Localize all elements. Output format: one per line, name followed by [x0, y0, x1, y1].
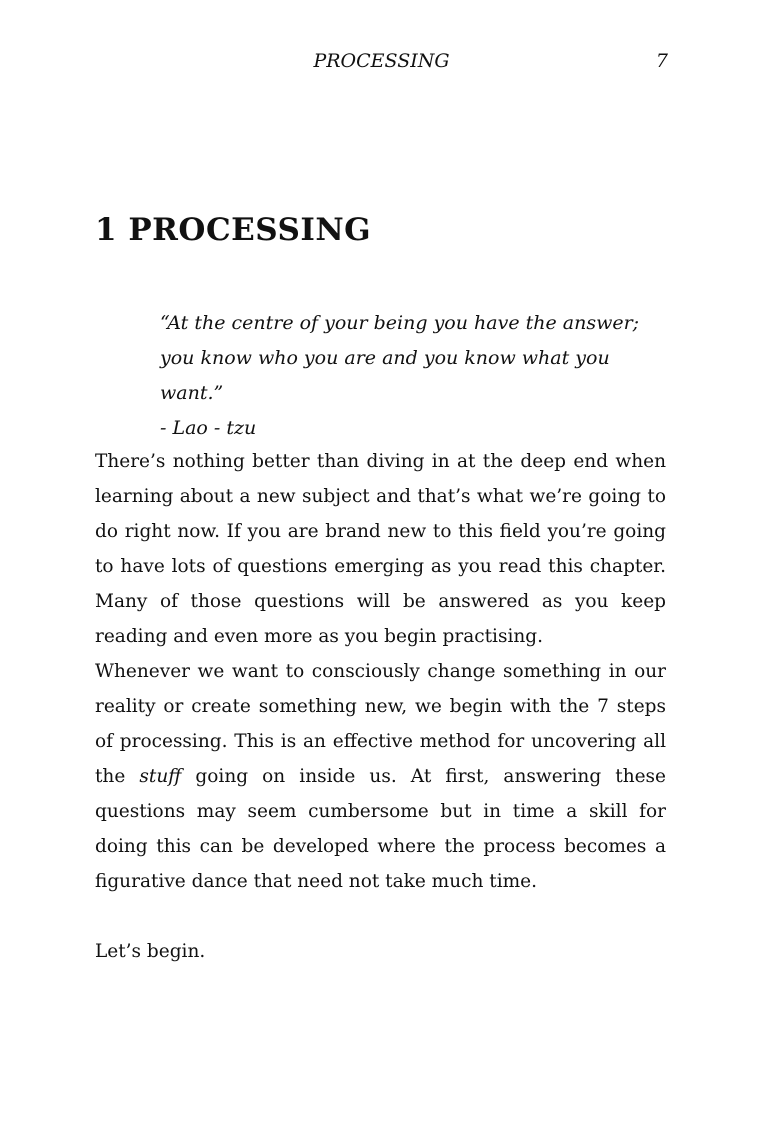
emphasis-stuff: stuff — [139, 766, 182, 787]
running-title: PROCESSING — [313, 50, 450, 72]
running-header — [95, 50, 668, 76]
epigraph-attribution: - Lao - tzu — [160, 417, 257, 439]
paragraph-3: Let’s begin. — [95, 941, 206, 962]
page-number: 7 — [655, 50, 668, 72]
paragraph-2-end: going on inside us. At first, answering these questions may seem cumbersome but in time a skill for doing this can be developed where the process becomes a figurative dance that need not take much time. — [95, 766, 666, 892]
paragraph-2 — [95, 654, 666, 899]
chapter-title: 1 PROCESSING — [95, 212, 372, 248]
paragraph-2-start: Whenever we want to consciously change something in our reality or create something new, we begin with the 7 steps of processing. This is an effective method for uncovering all the — [95, 661, 666, 787]
body-text — [95, 444, 666, 969]
epigraph-quote: “At the centre of your being you have the answer; you know who you are and you know what you want.” — [160, 312, 640, 404]
epigraph — [160, 306, 670, 446]
paragraph-1: There’s nothing better than diving in at the deep end when learning about a new subject and that’s what we’re going to do right now. If you are brand new to this field you’re going to have lots of questions emerging as you read this chapter. Many of those questions will be answered as you keep reading and even more as you begin practising. — [95, 451, 666, 647]
